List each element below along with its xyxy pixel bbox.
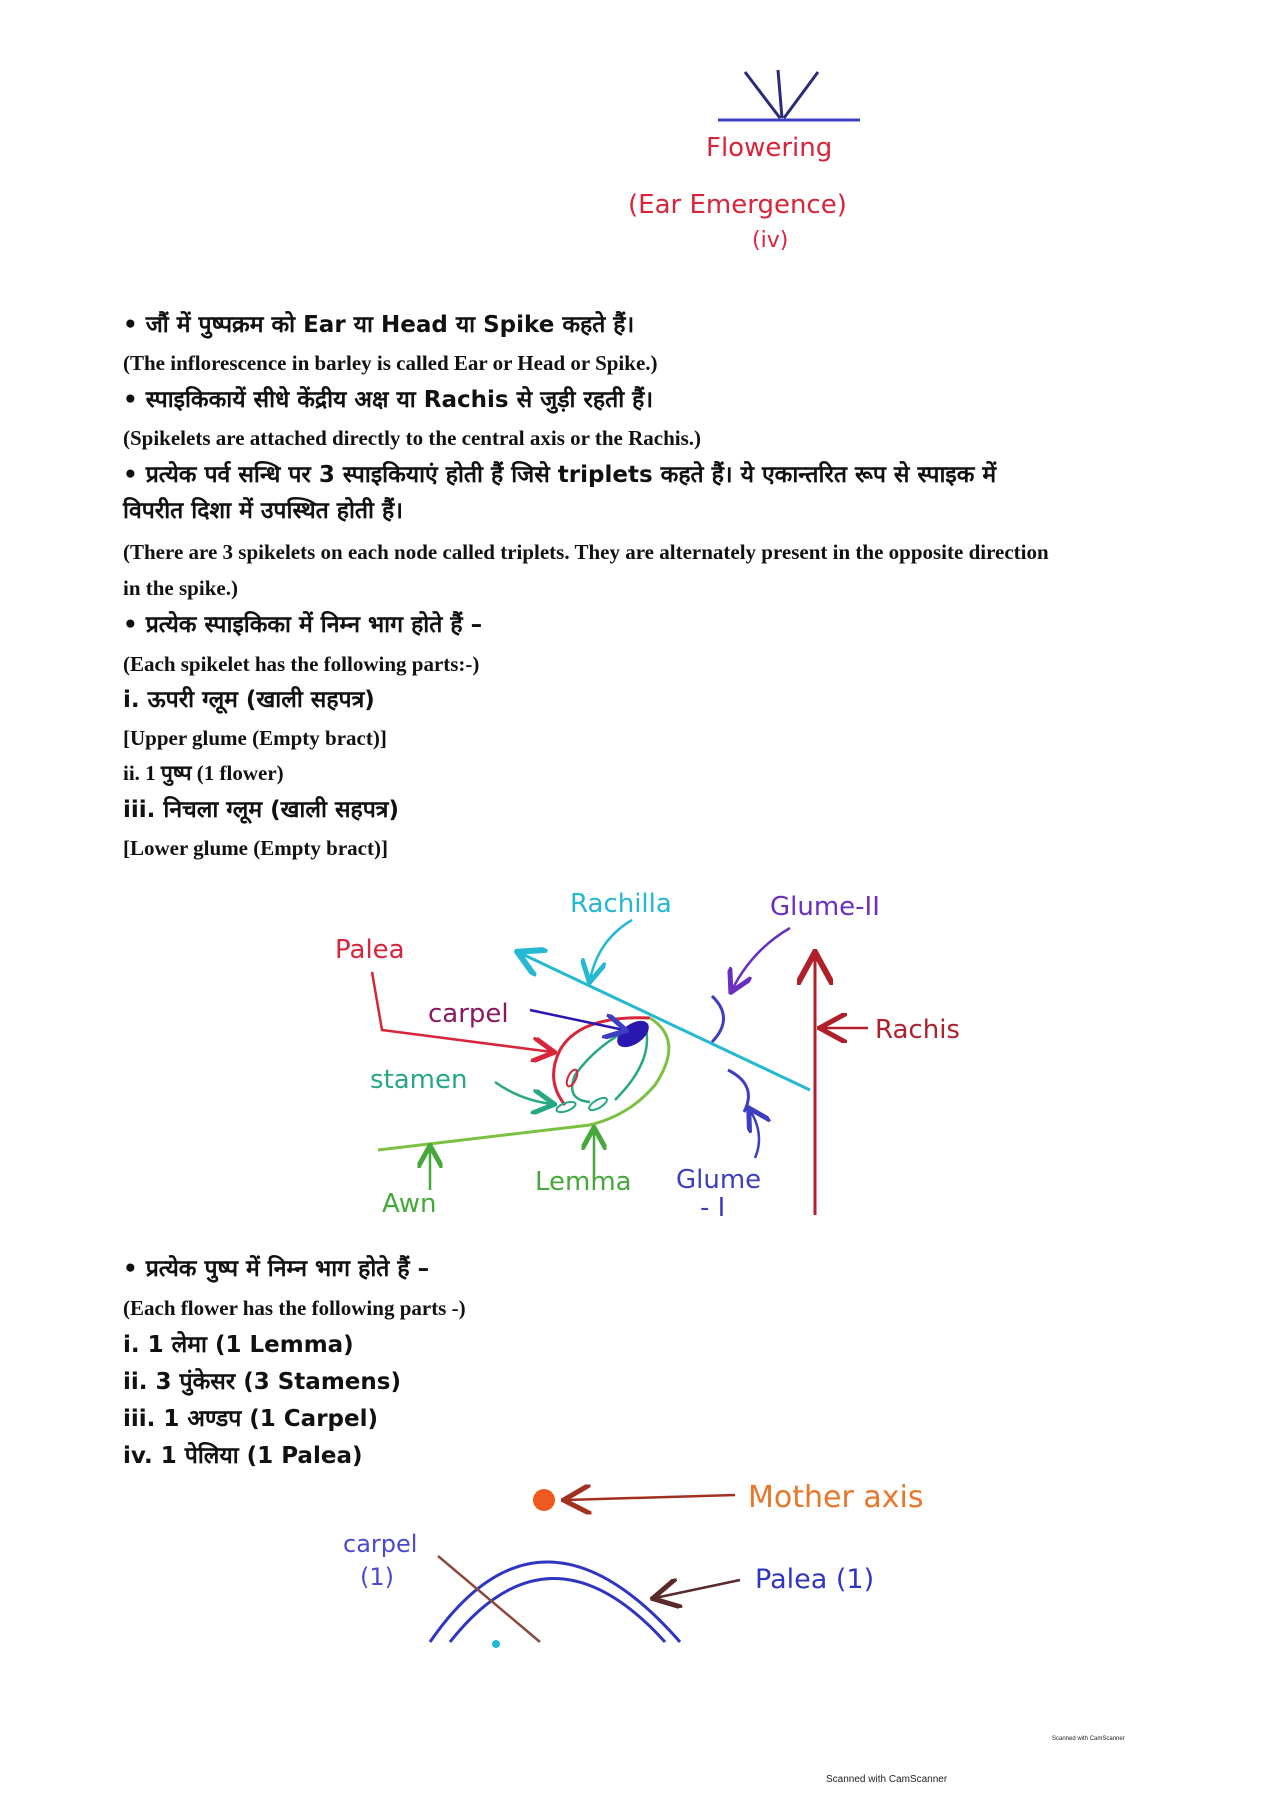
label-rachis: Rachis (875, 1015, 960, 1045)
list-carpel: iii. 1 अण्डप (1 Carpel) (123, 1406, 379, 1432)
list-stamens: ii. 3 पुंकेसर (3 Stamens) (123, 1369, 401, 1395)
floral-diagram (0, 1460, 1271, 1660)
list-palea: iv. 1 पेलिया (1 Palea) (123, 1443, 363, 1469)
para-inflorescence-hindi: • जौं में पुष्पक्रम को Ear या Head या Spike कहते हैं। (123, 312, 635, 338)
roman-four-label: (iv) (752, 228, 789, 253)
watermark-camscanner: Scanned with CamScanner (826, 1774, 948, 1785)
outer-arc (430, 1562, 680, 1642)
ear-emergence-label: (Ear Emergence) (628, 190, 847, 220)
para-inflorescence-english: (The inflorescence in barley is called Ear or Head or Spike.) (123, 351, 658, 375)
para-spikelets-english: (Spikelets are attached directly to the central axis or the Rachis.) (123, 426, 701, 450)
stamen-anther-2 (587, 1096, 608, 1113)
para-flower-parts-hindi: • प्रत्येक पुष्प में निम्न भाग होते हैं – (123, 1256, 430, 1282)
glume2-pointer (732, 928, 790, 990)
small-dot (492, 1640, 500, 1648)
label-glume-1: Glume (676, 1165, 762, 1195)
list-lower-glume-english: [Lower glume (Empty bract)] (123, 836, 388, 860)
label-carpel: carpel (428, 999, 509, 1029)
para-spikelet-parts-hindi: • प्रत्येक स्पाइकिका में निम्न भाग होते हैं – (123, 612, 483, 638)
list-upper-glume-english: [Upper glume (Empty bract)] (123, 726, 387, 750)
carpel-pointer-line (438, 1556, 540, 1642)
para-triplets-english-2: in the spike.) (123, 576, 238, 600)
flowering-label: Flowering (706, 133, 833, 163)
list-lemma: i. 1 लेमा (1 Lemma) (123, 1332, 354, 1358)
list-lower-glume-hindi: iii. निचला ग्लूम (खाली सहपत्र) (123, 797, 399, 823)
para-triplets-hindi-1: • प्रत्येक पर्व सन्धि पर 3 स्पाइकियाएं होती हैं जिसे triplets कहते हैं। ये एकान्तरित रूप से स्पाइक में (123, 462, 997, 488)
awn-line (378, 1125, 590, 1150)
label-palea: Palea (335, 935, 405, 965)
label-lemma: Lemma (535, 1167, 632, 1197)
mother-axis-dot (533, 1489, 555, 1511)
inner-arc (450, 1579, 665, 1643)
label-awn: Awn (382, 1189, 437, 1219)
rachilla-pointer (590, 920, 632, 980)
list-one-flower: ii. 1 पुष्प (1 flower) (123, 761, 284, 785)
para-flower-parts-english: (Each flower has the following parts -) (123, 1296, 466, 1320)
label-mother-axis: Mother axis (748, 1480, 924, 1515)
para-triplets-english-1: (There are 3 spikelets on each node called triplets. They are alternately present in the opposite direction (123, 540, 1049, 564)
label-stamen: stamen (370, 1065, 468, 1095)
stamen-pointer (495, 1082, 552, 1104)
label-floral-palea: Palea (1) (755, 1564, 875, 1595)
stamen-anther-1 (555, 1100, 577, 1114)
para-spikelets-hindi: • स्पाइकिकायें सीधे केंद्रीय अक्ष या Rachis से जुड़ी रहती हैं। (123, 387, 654, 413)
glume1-pointer (750, 1110, 759, 1158)
para-spikelet-parts-english: (Each spikelet has the following parts:-) (123, 652, 480, 676)
para-triplets-hindi-2: विपरीत दिशा में उपस्थित होती हैं। (123, 498, 403, 524)
label-floral-carpel: carpel (343, 1530, 418, 1558)
label-glume-2: Glume-II (770, 892, 880, 922)
glume-upper (712, 996, 724, 1042)
label-glume-1-numeral: - I (700, 1193, 726, 1223)
glume-lower (728, 1070, 748, 1112)
palea-pointer-line (655, 1580, 740, 1598)
list-upper-glume-hindi: i. ऊपरी ग्लूम (खाली सहपत्र) (123, 687, 375, 713)
label-rachilla: Rachilla (570, 889, 672, 919)
label-floral-carpel-count: (1) (360, 1563, 394, 1591)
stamen-anther-3 (565, 1068, 580, 1088)
mother-axis-pointer (566, 1495, 735, 1500)
watermark-small: Scanned with CamScanner (1052, 1736, 1125, 1742)
